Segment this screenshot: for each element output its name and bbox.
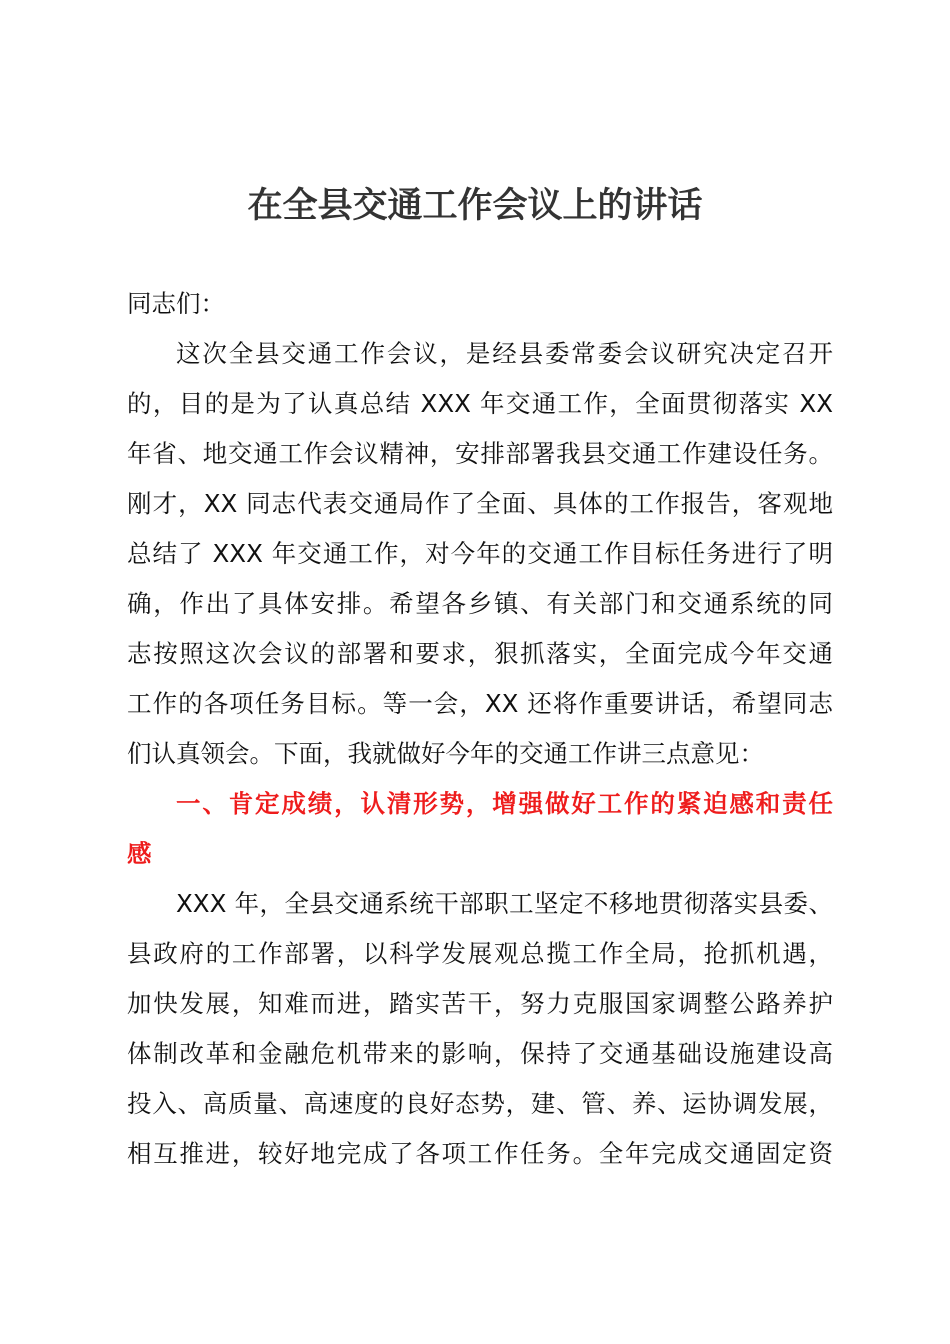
section-heading: 一、肯定成绩，认清形势，增强做好工作的紧迫感和责任 bbox=[176, 789, 833, 818]
paragraph-line: 刚才，XX 同志代表交通局作了全面、具体的工作报告，客观地 bbox=[127, 489, 833, 518]
paragraph-line: 县政府的工作部署，以科学发展观总揽工作全局，抢抓机遇， bbox=[127, 939, 833, 968]
paragraph-line: XXX 年，全县交通系统干部职工坚定不移地贯彻落实县委、 bbox=[176, 889, 833, 918]
paragraph-line: 相互推进，较好地完成了各项工作任务。全年完成交通固定资 bbox=[127, 1139, 833, 1168]
paragraph-line: 加快发展，知难而进，踏实苦干，努力克服国家调整公路养护 bbox=[127, 989, 833, 1018]
paragraph-line: 投入、高质量、高速度的良好态势，建、管、养、运协调发展， bbox=[127, 1089, 833, 1118]
paragraph-line: 确，作出了具体安排。希望各乡镇、有关部门和交通系统的同 bbox=[127, 589, 833, 618]
paragraph-line: 志按照这次会议的部署和要求，狠抓落实，全面完成今年交通 bbox=[127, 639, 833, 668]
paragraph-line: 总结了 XXX 年交通工作，对今年的交通工作目标任务进行了明 bbox=[127, 539, 833, 568]
paragraph-line: 工作的各项任务目标。等一会，XX 还将作重要讲话，希望同志 bbox=[127, 689, 833, 718]
salutation: 同志们： bbox=[127, 289, 225, 318]
paragraph-line: 体制改革和金融危机带来的影响，保持了交通基础设施建设高 bbox=[127, 1039, 833, 1068]
paragraph-line: 的，目的是为了认真总结 XXX 年交通工作，全面贯彻落实 XX bbox=[127, 389, 833, 418]
paragraph-line: 这次全县交通工作会议，是经县委常委会议研究决定召开 bbox=[176, 339, 833, 368]
section-heading-continued: 感 bbox=[127, 839, 152, 868]
document-title: 在全县交通工作会议上的讲话 bbox=[247, 186, 703, 226]
paragraph-line: 年省、地交通工作会议精神，安排部署我县交通工作建设任务。 bbox=[127, 439, 833, 468]
paragraph-line: 们认真领会。下面，我就做好今年的交通工作讲三点意见： bbox=[127, 739, 764, 768]
